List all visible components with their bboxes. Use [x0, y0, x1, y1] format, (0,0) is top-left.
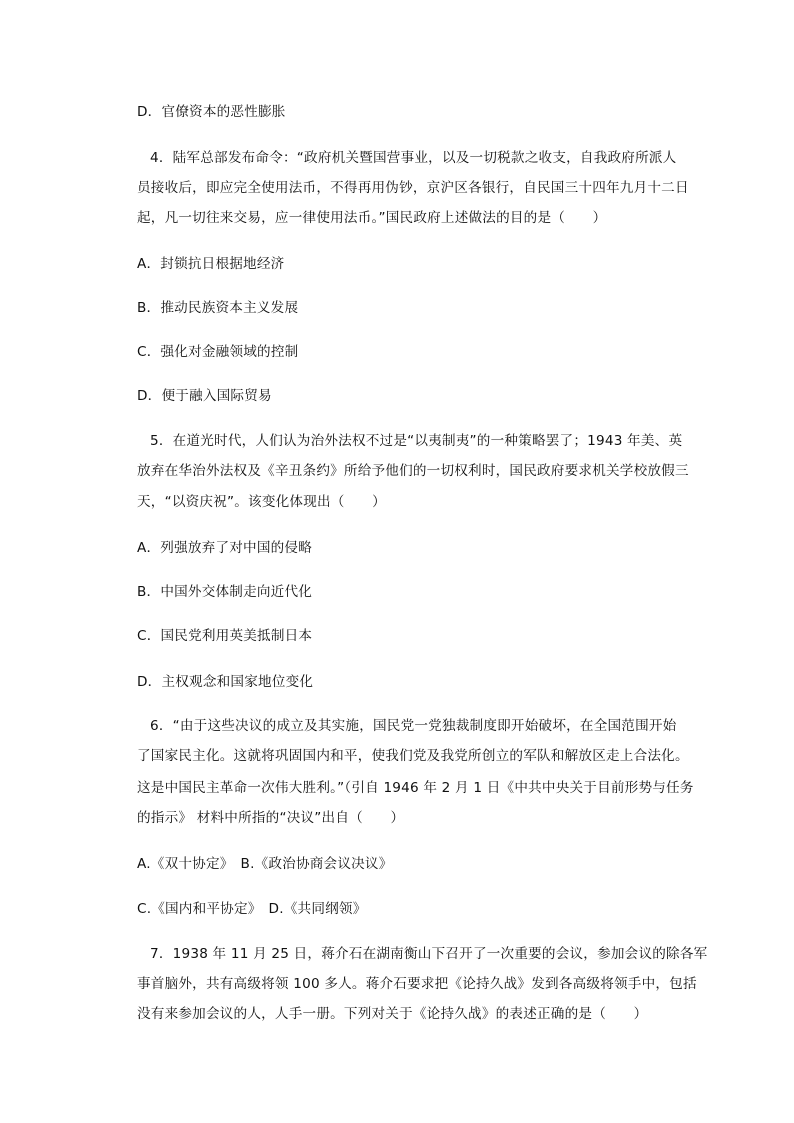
q4-option-c: C．强化对金融领域的控制 [137, 344, 299, 360]
q7-stem-line-1: 7．1938 年 11 月 25 日，蒋介石在湖南衡山下召开了一次重要的会议，参加会议的除各军 [150, 946, 708, 962]
q6-stem-line-2: 了国家民主化。这就将巩固国内和平，使我们党及我党所创立的军队和解放区走上合法化。 [137, 748, 689, 764]
q4-option-b: B．推动民族资本主义发展 [137, 300, 299, 316]
q4-option-a: A．封锁抗日根据地经济 [137, 256, 285, 272]
q4-stem-line-2: 员接收后，即应完全使用法币，不得再用伪钞，京沪区各银行，自民国三十四年九月十二日 [137, 180, 689, 196]
q4-stem-line-3: 起，凡一切往来交易，应一律使用法币。”国民政府上述做法的目的是（ ） [137, 210, 607, 226]
q5-option-a: A．列强放弃了对中国的侵略 [137, 540, 313, 556]
q4-stem-line-1: 4．陆军总部发布命令：“政府机关暨国营事业，以及一切税款之收支，自我政府所派人 [150, 150, 677, 166]
q5-stem-line-3: 天，“以资庆祝”。该变化体现出（ ） [137, 494, 386, 510]
q7-stem-line-3: 没有来参加会议的人，人手一册。下列对关于《论持久战》的表述正确的是（ ） [137, 1006, 648, 1022]
q5-option-d: D．主权观念和国家地位变化 [137, 674, 314, 690]
q6-options-c-d: C.《国内和平协定》 D.《共同纲领》 [137, 901, 367, 917]
q7-stem-line-2: 事首脑外，共有高级将领 100 多人。蒋介石要求把《论持久战》发到各高级将领手中，包括 [137, 976, 697, 992]
q6-stem-line-3: 这是中国民主革命一次伟大胜利。”（引自 1946 年 2 月 1 日《中共中央关于目前形势与任务 [137, 780, 694, 796]
q3-option-d: D．官僚资本的恶性膨胀 [137, 104, 286, 120]
q5-stem-line-2: 放弃在华治外法权及《辛丑条约》所给予他们的一切权利时，国民政府要求机关学校放假三 [137, 463, 689, 479]
q4-option-d: D．便于融入国际贸易 [137, 388, 272, 404]
q6-options-a-b: A.《双十协定》 B.《政治协商会议决议》 [137, 856, 393, 872]
q5-option-b: B．中国外交体制走向近代化 [137, 584, 313, 600]
q5-option-c: C．国民党利用英美抵制日本 [137, 628, 313, 644]
q6-stem-line-4: 的指示》 材料中所指的“决议”出自（ ） [137, 810, 405, 826]
q6-stem-line-1: 6．“由于这些决议的成立及其实施，国民党一党独裁制度即开始破坏，在全国范围开始 [150, 718, 677, 734]
q5-stem-line-1: 5．在道光时代，人们认为治外法权不过是“以夷制夷”的一种策略罢了；1943 年美、英 [150, 433, 683, 449]
